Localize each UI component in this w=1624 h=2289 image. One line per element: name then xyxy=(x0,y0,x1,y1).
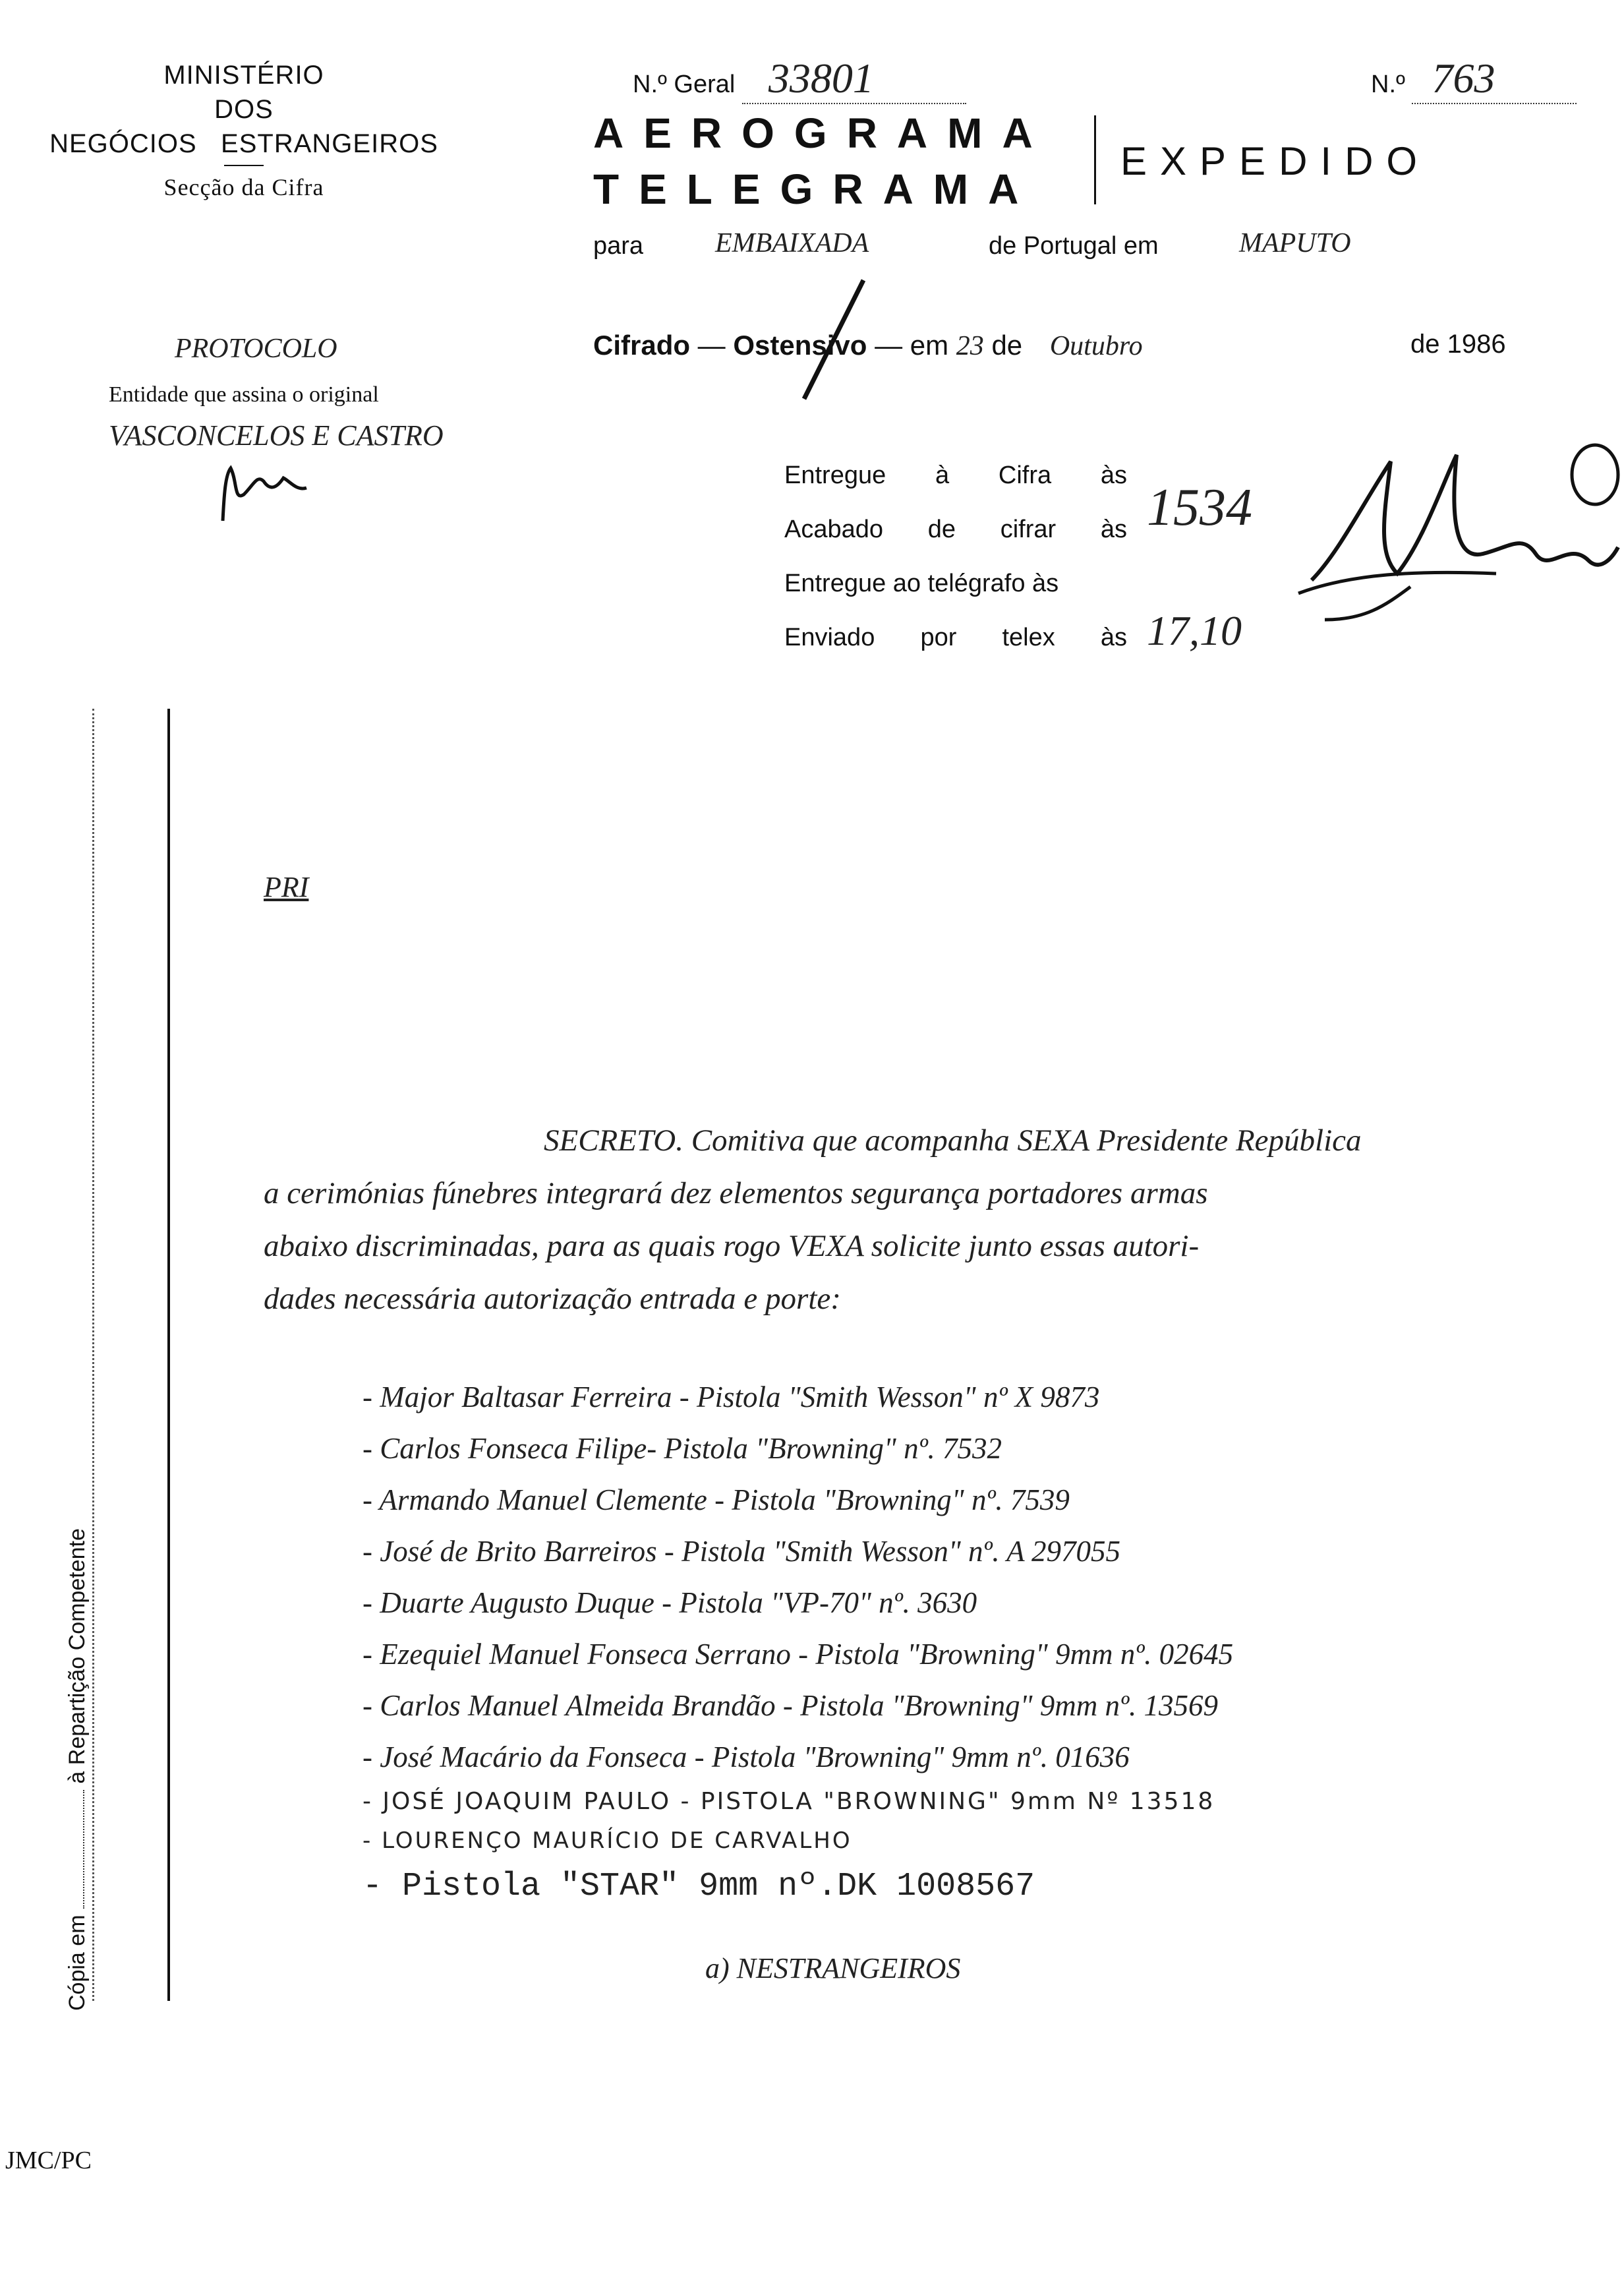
times-r1-c: Cifra xyxy=(998,461,1052,489)
geral-number-field xyxy=(633,54,966,104)
copy-label: Cópia em xyxy=(65,1915,90,2011)
city-value: MAPUTO xyxy=(1239,228,1351,258)
list-item: - Major Baltasar Ferreira - Pistola "Smith Wesson" nº X 9873 xyxy=(362,1381,1100,1413)
n-number: 763 xyxy=(1412,54,1577,104)
message-line-3: abaixo discriminadas, para as quais rogo VEXA solicite junto essas autori- xyxy=(264,1229,1200,1263)
list-item: - Carlos Manuel Almeida Brandão - Pistola "Browning" 9mm nº. 13569 xyxy=(362,1689,1218,1722)
strike-mark xyxy=(791,274,870,409)
entity-label: Entidade que assina o original xyxy=(109,382,379,407)
para-label: para xyxy=(593,232,644,260)
list-item: - Armando Manuel Clemente - Pistola "Browning" nº. 7539 xyxy=(362,1483,1070,1516)
ostensivo-label: Ostensivo xyxy=(733,330,867,361)
dispatch-dash2: — em xyxy=(875,330,949,361)
n-number-field xyxy=(1371,54,1577,104)
margin-rule xyxy=(167,709,170,2001)
geral-label: N.º Geral xyxy=(633,71,736,98)
times-r3-a: Entregue ao telégrafo às xyxy=(784,570,1059,597)
message-line-2: a cerimónias fúnebres integrará dez elementos segurança portadores armas xyxy=(264,1176,1208,1210)
list-item: - Carlos Fonseca Filipe- Pistola "Browning" nº. 7532 xyxy=(362,1432,1002,1465)
ministry-rule xyxy=(224,165,264,166)
dispatch-de: de xyxy=(991,330,1023,361)
telegrama-title: TELEGRAMA xyxy=(593,165,1039,213)
times-r4-a: Enviado xyxy=(784,624,875,651)
weapons-list xyxy=(362,1371,1233,1913)
times-r4-d: às xyxy=(1100,624,1127,651)
list-item: - JOSÉ JOAQUIM PAULO - PISTOLA "BROWNING" 9mm Nº 13518 xyxy=(362,1788,1215,1815)
aerograma-title: AEROGRAMA xyxy=(593,109,1053,157)
handwritten-time-1: 1534 xyxy=(1147,479,1252,537)
department-label: à Repartição Competente xyxy=(65,1528,90,1784)
footer-initials: JMC/PC xyxy=(5,2147,92,2174)
times-r1-d: às xyxy=(1100,461,1127,489)
times-row-1 xyxy=(784,448,1127,502)
priority-label: PRI xyxy=(264,871,309,903)
times-r2-a: Acabado xyxy=(784,516,884,543)
margin-vertical-labels xyxy=(65,1528,90,2011)
n-label: N.º xyxy=(1371,71,1405,98)
ministry-block xyxy=(40,58,448,204)
ministry-line1: MINISTÉRIO xyxy=(163,61,324,90)
message-line-1: SECRETO. Comitiva que acompanha SEXA Presidente República xyxy=(544,1123,1362,1158)
times-r1-a: Entregue xyxy=(784,461,886,489)
handwritten-time-2: 17,10 xyxy=(1147,607,1242,654)
times-r2-b: de xyxy=(927,516,956,543)
list-item: - Pistola "STAR" 9mm nº.DK 1008567 xyxy=(362,1868,1035,1905)
list-item: - José Macário da Fonseca - Pistola "Browning" 9mm nº. 01636 xyxy=(362,1740,1130,1773)
bracket-line xyxy=(1094,115,1096,204)
times-r2-c: cifrar xyxy=(1000,516,1057,543)
handwritten-signature xyxy=(1285,422,1621,663)
entity-value: VASCONCELOS E CASTRO xyxy=(109,419,444,452)
list-item: - Duarte Augusto Duque - Pistola "VP-70" nº. 3630 xyxy=(362,1586,977,1619)
list-item: - LOURENÇO MAURÍCIO DE CARVALHO xyxy=(362,1828,852,1854)
times-r4-b: por xyxy=(920,624,957,651)
geral-number: 33801 xyxy=(742,54,966,104)
dispatch-dash1: — xyxy=(697,330,726,361)
portugal-label: de Portugal em xyxy=(989,232,1159,260)
times-block xyxy=(784,448,1127,665)
cifrado-label: Cifrado xyxy=(593,330,690,361)
signature-line: a) NESTRANGEIROS xyxy=(705,1952,961,1984)
times-r2-d: às xyxy=(1100,516,1127,543)
times-r4-c: telex xyxy=(1002,624,1055,651)
ministry-line3: NEGÓCIOS ESTRANGEIROS xyxy=(49,129,438,158)
times-row-2 xyxy=(784,502,1127,556)
times-row-3 xyxy=(784,556,1127,610)
section-name: Secção da Cifra xyxy=(163,174,324,200)
times-row-4 xyxy=(784,610,1127,665)
dispatch-month: Outubro xyxy=(1049,331,1143,361)
message-line-4: dades necessária autorização entrada e porte: xyxy=(264,1282,841,1316)
list-item: - José de Brito Barreiros - Pistola "Smith Wesson" nº. A 297055 xyxy=(362,1535,1121,1568)
protocol-title: PROTOCOLO xyxy=(175,334,337,364)
para-value: EMBAIXADA xyxy=(715,228,869,258)
times-r1-b: à xyxy=(935,461,950,489)
dispatch-day: 23 xyxy=(956,331,984,361)
copy-dotted-line xyxy=(92,709,94,2001)
message-paragraph xyxy=(264,1114,1516,1325)
dispatch-year: de 1986 xyxy=(1410,330,1506,359)
ministry-line2: DOS xyxy=(214,95,274,124)
list-item: - Ezequiel Manuel Fonseca Serrano - Pistola "Browning" 9mm nº. 02645 xyxy=(362,1638,1234,1671)
protocol-signature xyxy=(218,455,310,531)
expedido-label: EXPEDIDO xyxy=(1120,139,1431,183)
